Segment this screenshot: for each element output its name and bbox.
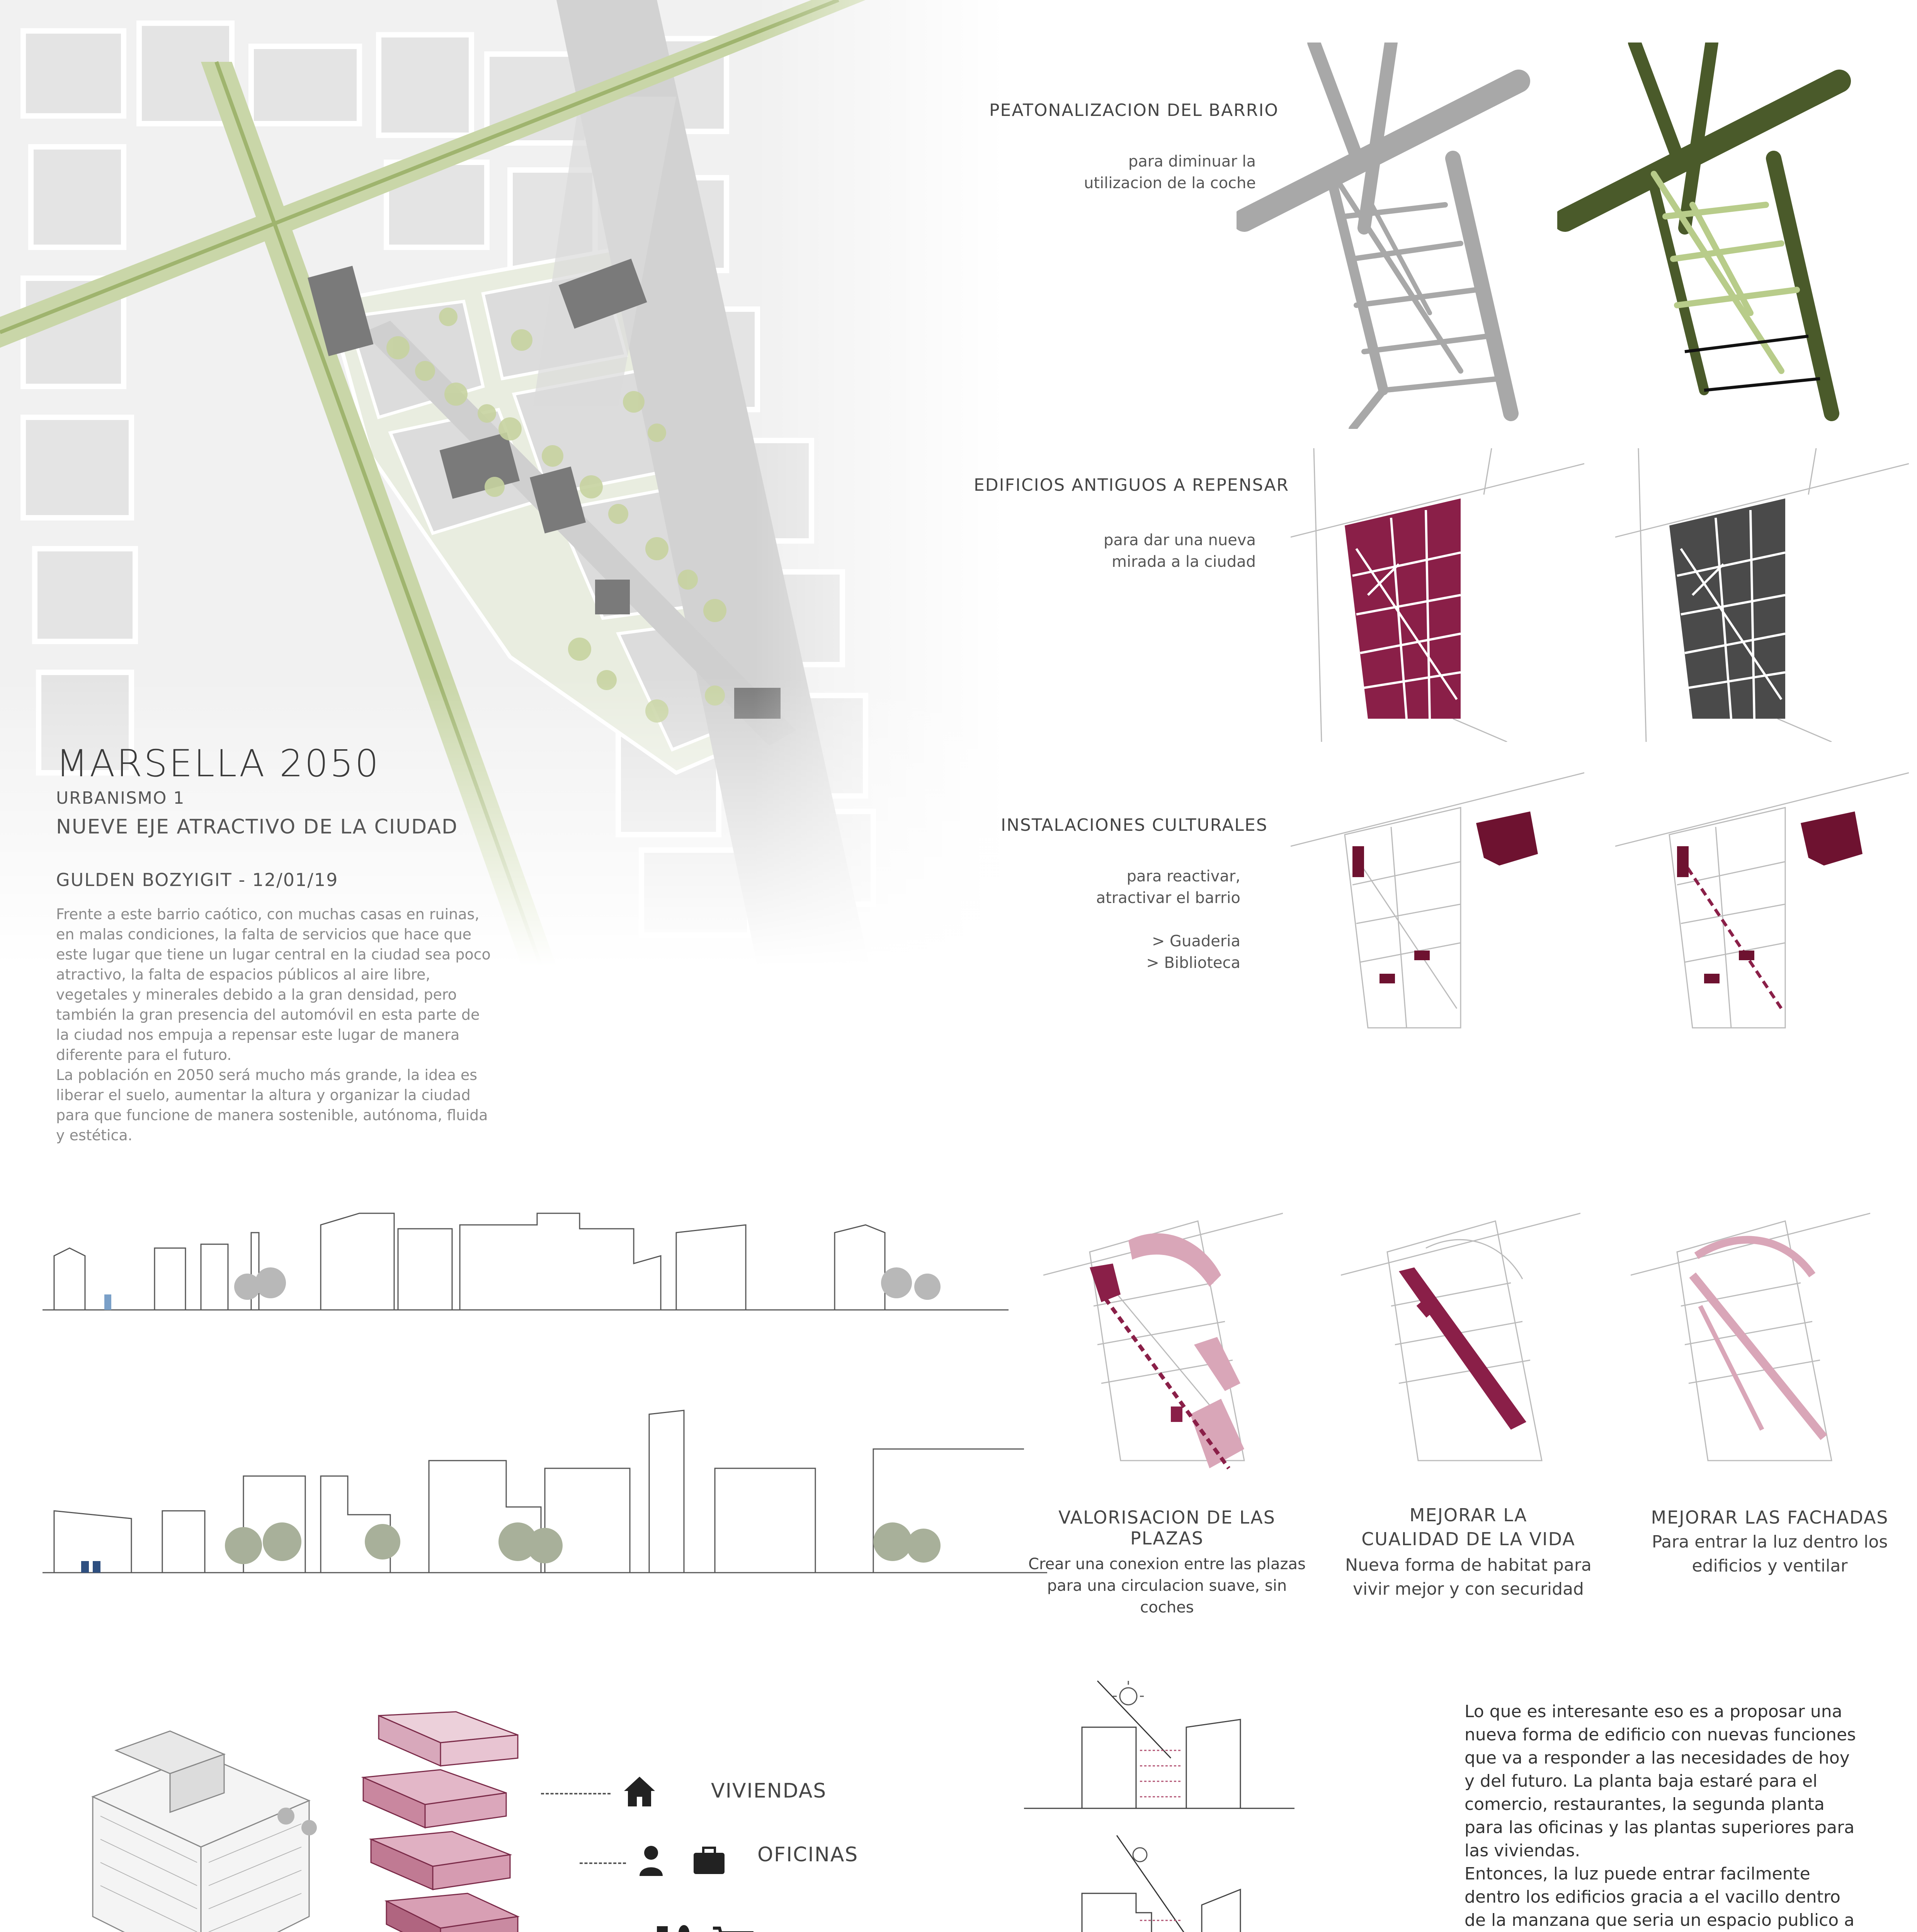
cultura-map-1	[1291, 757, 1584, 1051]
peatonalizacion-map-green	[1557, 43, 1851, 429]
note-line: utilizacion de la coche	[1084, 174, 1256, 192]
cultura-note	[1024, 866, 1240, 974]
fachadas-map	[1631, 1198, 1870, 1476]
cultura-heading: INSTALACIONES CULTURALES	[1001, 815, 1268, 835]
caption-line: CUALIDAD DE LA VIDA	[1361, 1529, 1575, 1549]
fachadas-text	[1631, 1530, 1909, 1578]
guarderia-item: > Guaderia	[1152, 932, 1240, 950]
cutlery-icon	[653, 1924, 696, 1932]
intro-paragraph	[56, 904, 497, 1145]
page-title: MARSELLA 2050	[56, 742, 380, 785]
edificios-note	[1043, 529, 1256, 573]
project-description	[1465, 1700, 1859, 1932]
elevation-existing	[43, 1198, 1009, 1314]
note-line: para dar una nueva	[1103, 531, 1256, 549]
viviendas-label: VIVIENDAS	[711, 1779, 827, 1803]
peatonalizacion-map-grey	[1237, 43, 1530, 429]
plazas-map	[1043, 1198, 1283, 1476]
peatonalizacion-note	[1043, 151, 1256, 194]
caption-line: Nueva forma de habitat para	[1345, 1555, 1592, 1575]
sun-section-diagram	[1024, 1673, 1318, 1932]
caption-line: Crear una conexion entre las plazas	[1028, 1555, 1306, 1573]
caption-line: vivir mejor y con securidad	[1353, 1579, 1584, 1599]
subtitle: URBANISMO 1	[56, 788, 185, 808]
tagline: NUEVE EJE ATRACTIVO DE LA CIUDAD	[56, 815, 458, 838]
description-p2: Entonces, la luz puede entrar facilmente dentro los edificios gracia a el vacillo dentro de la manzana que seria un espacio publico a	[1465, 1864, 1855, 1930]
oficinas-label: OFICINAS	[757, 1843, 859, 1866]
note-line: mirada a la ciudad	[1112, 553, 1256, 571]
program-line-oficinas	[580, 1862, 626, 1864]
caption-line: MEJORAR LA	[1409, 1505, 1527, 1526]
cart-icon	[711, 1924, 754, 1932]
note-line: para diminuar la	[1128, 153, 1256, 170]
vida-title	[1337, 1503, 1600, 1551]
caption-line: Para entrar la luz dentro los	[1652, 1532, 1888, 1552]
caption-line: para una circulacion suave, sin coches	[1047, 1577, 1287, 1616]
elevation-proposed	[43, 1399, 1047, 1592]
program-axonometric	[70, 1700, 611, 1932]
plazas-text	[1020, 1553, 1314, 1618]
edificios-map-crimson	[1291, 448, 1584, 742]
caption-line: edificios y ventilar	[1692, 1556, 1848, 1576]
note-line: atractivar el barrio	[1096, 889, 1240, 907]
cultura-map-2	[1615, 757, 1909, 1051]
plazas-title: VALORISACION DE LAS PLAZAS	[1058, 1507, 1276, 1549]
note-line: para reactivar,	[1126, 867, 1240, 885]
intro-text-2: La población en 2050 será mucho más grande, la idea es liberar el suelo, aumentar la altura y organizar la ciudad para que funcione de manera sostenible, autónoma, fluida y estética.	[56, 1066, 488, 1144]
program-line-viviendas	[541, 1793, 611, 1794]
author-date: GULDEN BOZYIGIT - 12/01/19	[56, 869, 338, 890]
vida-text	[1337, 1553, 1600, 1601]
vida-map	[1341, 1198, 1580, 1476]
biblioteca-item: > Biblioteca	[1146, 954, 1240, 972]
peatonalizacion-heading: PEATONALIZACION DEL BARRIO	[989, 100, 1279, 120]
house-icon	[622, 1774, 657, 1808]
person-icon	[638, 1843, 665, 1878]
fachadas-title: MEJORAR LAS FACHADAS	[1651, 1507, 1889, 1528]
intro-text: Frente a este barrio caótico, con muchas casas en ruinas, en malas condiciones, la falta de servicios que hace que este lugar que tiene un lugar central en la ciudad sea poco atractivo, la falta de espacios públicos al aire libre, vegetales y minerales debido a la gran densidad, pero también la gran presencia del automóvil en esta parte de la ciudad nos empuja a repensar este lugar de manera diferente para el futuro.	[56, 906, 491, 1063]
description-p1: Lo que es interesante eso es a proposar una nueva forma de edificio con nuevas funciones que va a responder a las necesidades de hoy y del futuro. La planta baja estaré para el comercio, restaurantes, la segunda planta para las oficinas y las plantas superiores para las viviendas.	[1465, 1702, 1856, 1861]
edificios-heading: EDIFICIOS ANTIGUOS A REPENSAR	[974, 475, 1289, 495]
edificios-map-dark	[1615, 448, 1909, 742]
briefcase-icon	[692, 1843, 726, 1878]
